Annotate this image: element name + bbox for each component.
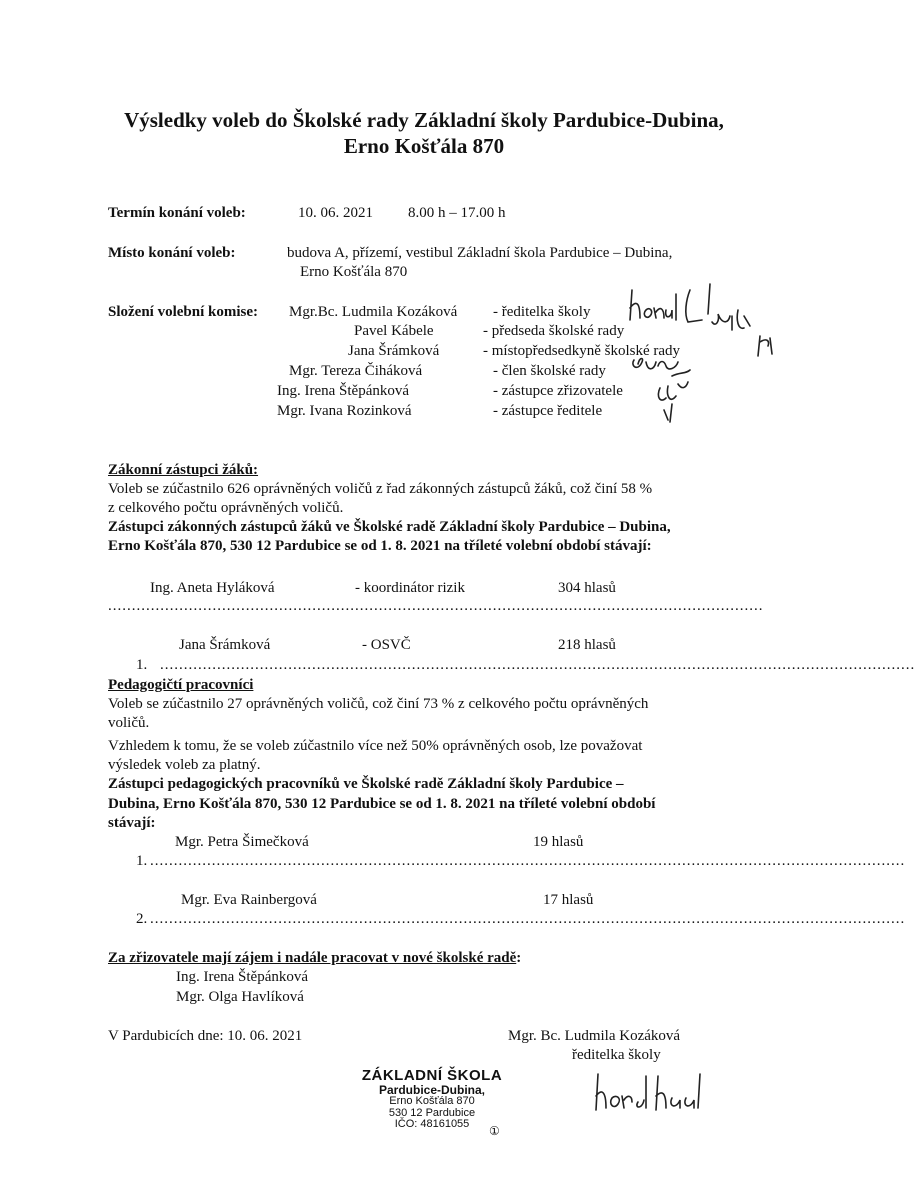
stamp-line: IČO: 48161055 (394, 1118, 470, 1131)
elected-parent-votes: 218 hlasů (558, 637, 616, 653)
list-number: 1. (136, 853, 148, 869)
elected-teacher-votes: 17 hlasů (543, 892, 594, 908)
teachers-text-line3: Vzhledem k tomu, že se voleb zúčastnilo více než 50% oprávněných osob, lze považovat (108, 738, 643, 754)
teachers-bold-line3: stávají: (108, 815, 156, 831)
parents-text-line2: z celkového počtu oprávněných voličů. (108, 500, 344, 516)
director-signature-image (592, 1068, 722, 1116)
term-date: 10. 06. 2021 (298, 205, 373, 221)
commission-member-role: - zástupce zřizovatele (493, 383, 623, 399)
place-line1: budova A, přízemí, vestibul Základní škola Pardubice – Dubina, (287, 245, 673, 261)
elected-parent-name: Jana Šrámková (179, 637, 271, 653)
commission-member-name: Ing. Irena Štěpánková (277, 383, 410, 399)
parents-text-line1: Voleb se zúčastnilo 626 oprávněných voličů z řad zákonných zástupců žáků, což činí 58 % (108, 481, 653, 497)
teachers-text-line1: Voleb se zúčastnilo 27 oprávněných voličů, což činí 73 % z celkového počtu oprávněných (108, 696, 649, 712)
parents-heading: Zákonní zástupci žáků: (108, 462, 259, 478)
founder-heading-colon: : (516, 950, 522, 966)
stamp-line: ZÁKLADNÍ ŠKOLA (361, 1067, 503, 1084)
elected-teacher-name: Mgr. Petra Šimečková (175, 834, 309, 850)
commission-member-name: Mgr.Bc. Ludmila Kozáková (289, 304, 458, 320)
elected-parent-role: - koordinátor rizik (355, 580, 465, 596)
stamp-line: 530 12 Pardubice (388, 1106, 476, 1119)
elected-teacher-name: Mgr. Eva Rainbergová (181, 892, 317, 908)
founder-name: Ing. Irena Štěpánková (176, 969, 309, 985)
parents-bold-line1: Zástupci zákonných zástupců žáků ve Školské radě Základní školy Pardubice – Dubina, (108, 519, 671, 535)
elected-teacher-votes: 19 hlasů (533, 834, 584, 850)
list-number: 2. (136, 911, 148, 927)
founder-heading (108, 950, 521, 967)
signer-role: ředitelka školy (572, 1047, 661, 1063)
commission-label: Složení volební komise: (108, 304, 259, 320)
place-line2: Erno Košťála 870 (300, 264, 408, 280)
document-title-line1: Výsledky voleb do Školské rady Základní školy Pardubice-Dubina, (124, 108, 724, 132)
dotted-line: ............................................................................................................................................................... (160, 657, 915, 673)
elected-parent-role: - OSVČ (362, 637, 411, 653)
dotted-line: ............................................................................................................................................................... (150, 853, 906, 869)
school-stamp (352, 1068, 512, 1131)
commission-member-name: Mgr. Tereza Čiháková (289, 363, 423, 379)
commission-member-name: Pavel Kábele (354, 323, 434, 339)
teachers-heading: Pedagogičtí pracovníci (108, 677, 254, 693)
commission-member-role: - předseda školské rady (483, 323, 625, 339)
document-title-line2: Erno Košťála 870 (343, 134, 505, 158)
signer-name: Mgr. Bc. Ludmila Kozáková (508, 1028, 681, 1044)
dotted-line: .......................................................................................................................................... (108, 598, 764, 614)
teachers-bold-line2: Dubina, Erno Košťála 870, 530 12 Pardubice se od 1. 8. 2021 na tříleté volební období (108, 796, 656, 812)
elected-parent-votes: 304 hlasů (558, 580, 616, 596)
stamp-line: Pardubice-Dubina, (378, 1082, 485, 1097)
teachers-bold-line1: Zástupci pedagogických pracovníků ve Školské radě Základní školy Pardubice – (108, 776, 624, 792)
commission-member-role: - zástupce ředitele (493, 403, 603, 419)
place-and-date: V Pardubicích dne: 10. 06. 2021 (108, 1028, 303, 1044)
dotted-line: ............................................................................................................................................................... (150, 911, 906, 927)
founder-name: Mgr. Olga Havlíková (176, 989, 304, 1005)
term-time: 8.00 h – 17.00 h (408, 205, 506, 221)
parents-bold-line2: Erno Košťála 870, 530 12 Pardubice se od 1. 8. 2021 na tříleté volební období stávají: (108, 538, 652, 554)
place-label: Místo konání voleb: (108, 245, 236, 261)
teachers-text-line2: voličů. (108, 715, 150, 731)
stamp-line: Erno Košťála 870 (389, 1095, 475, 1108)
commission-member-role: - místopředsedkyně školské rady (483, 343, 681, 359)
stamp-mark: ① (489, 1124, 500, 1138)
commission-member-name: Jana Šrámková (348, 343, 440, 359)
term-label: Termín konání voleb: (108, 205, 246, 221)
teachers-text-line4: výsledek voleb za platný. (108, 757, 261, 773)
founder-heading-text: Za zřizovatele mají zájem i nadále pracovat v nové školské radě (108, 950, 517, 966)
commission-member-role: - člen školské rady (493, 363, 606, 379)
elected-parent-name: Ing. Aneta Hyláková (150, 580, 275, 596)
commission-member-role: - ředitelka školy (493, 304, 591, 320)
list-number: 1. (136, 657, 148, 673)
commission-member-name: Mgr. Ivana Rozinková (277, 403, 412, 419)
commission-signatures-image (620, 280, 790, 430)
